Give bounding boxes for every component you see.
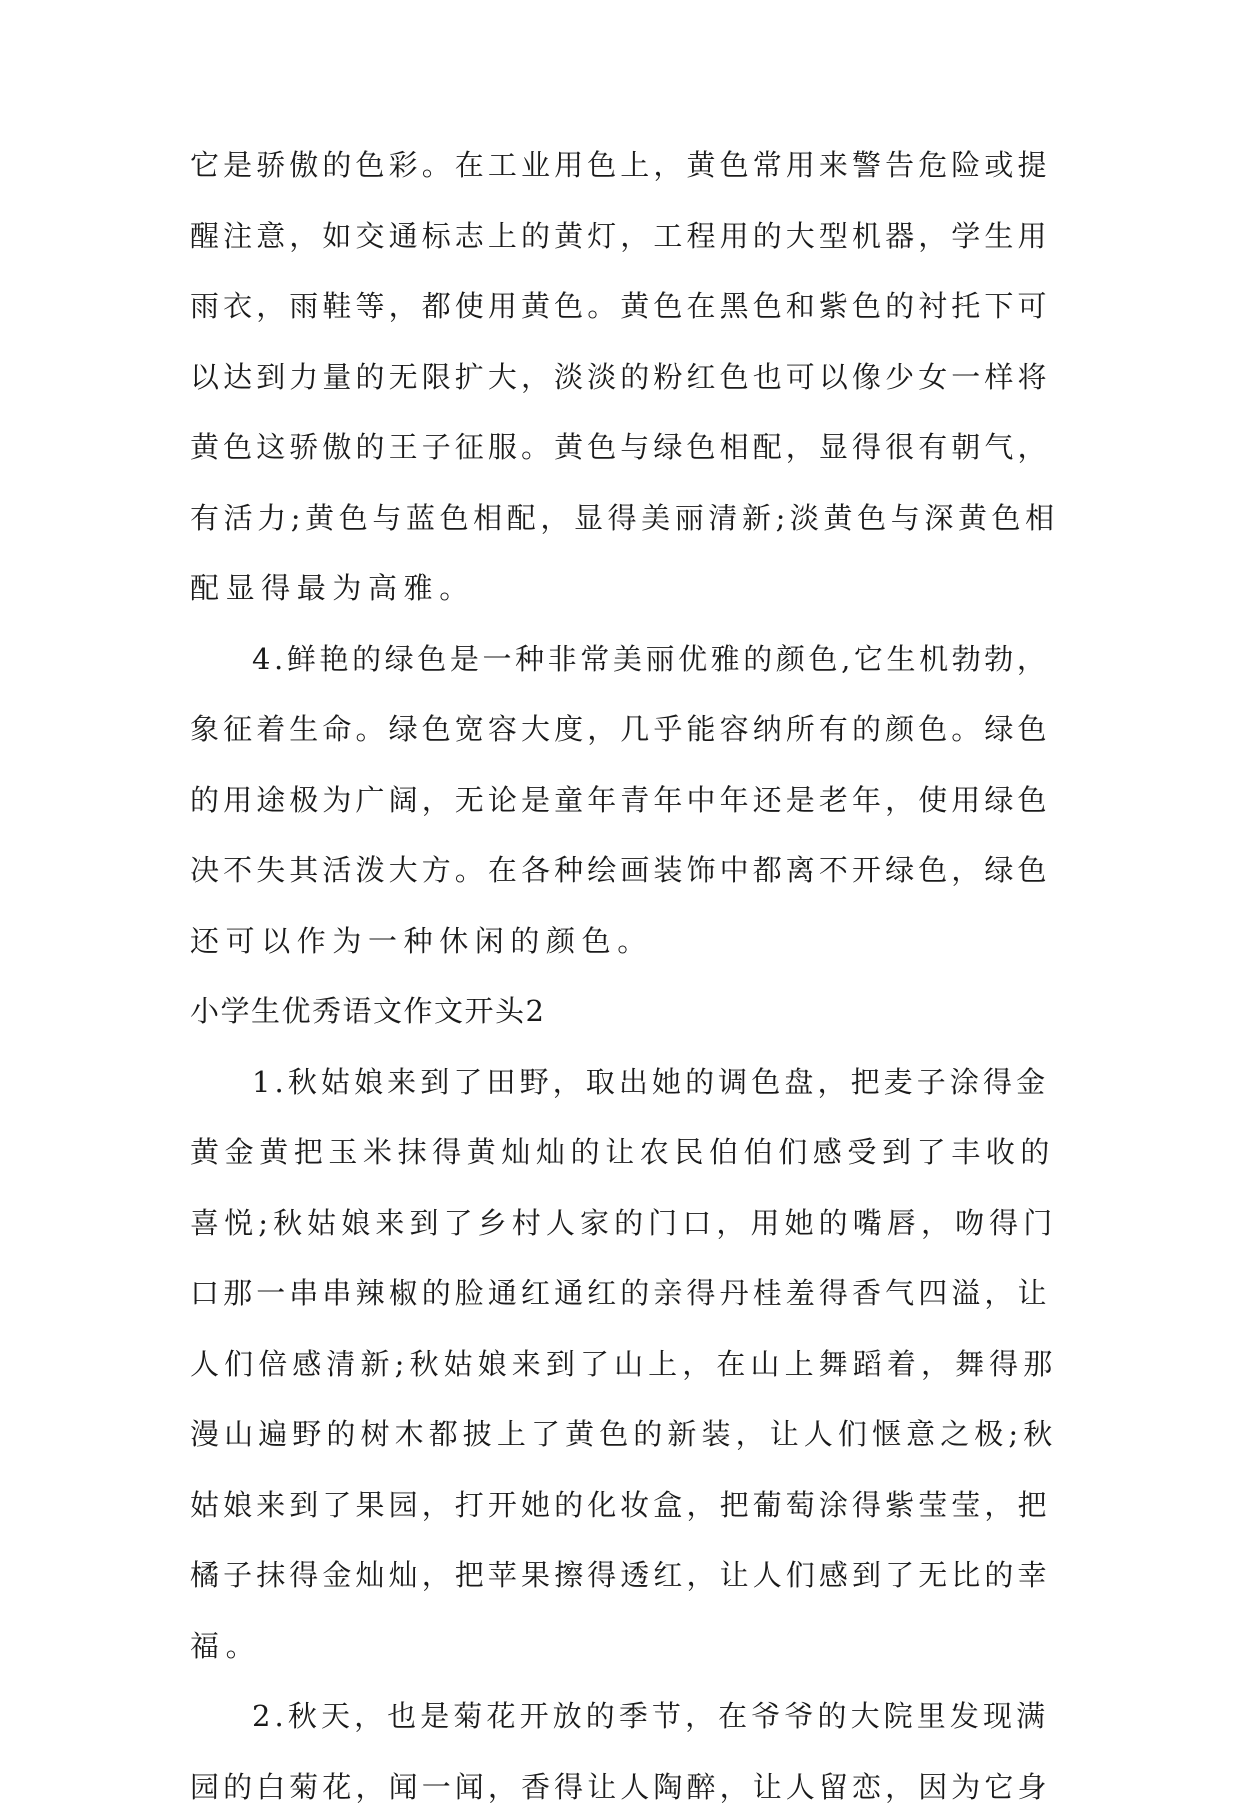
paragraph-first-line — [0, 1694, 1241, 1738]
text-line — [0, 1765, 1241, 1809]
text-line — [0, 1553, 1241, 1597]
line-text: 还可以作为一种休闲的颜色。 — [190, 923, 653, 958]
paragraph-first-line — [0, 637, 1241, 681]
line-text: 雨衣，雨鞋等，都使用黄色。黄色在黑色和紫色的衬托下可 — [190, 289, 1051, 323]
line-text: 1.秋姑娘来到了田野，取出她的调色盘，把麦子涂得金 — [252, 1064, 1050, 1099]
line-text: 2.秋天，也是菊花开放的季节，在爷爷的大院里发现满 — [252, 1699, 1050, 1733]
line-text: 象征着生命。绿色宽容大度，几乎能容纳所有的颜色。绿色 — [190, 712, 1051, 746]
line-text: 喜悦;秋姑娘来到了乡村人家的门口，用她的嘴唇，吻得门 — [190, 1205, 1058, 1240]
line-text: 园的白菊花，闻一闻，香得让人陶醉，让人留恋，因为它身 — [190, 1769, 1051, 1804]
text-line — [0, 566, 1241, 610]
line-text: 黄金黄把玉米抹得黄灿灿的让农民伯伯们感受到了丰收的 — [190, 1135, 1056, 1169]
text-line — [0, 1483, 1241, 1527]
text-line — [0, 143, 1241, 187]
line-text: 它是骄傲的色彩。在工业用色上，黄色常用来警告危险或提 — [190, 148, 1051, 182]
line-text: 漫山遍野的树木都披上了黄色的新装，让人们惬意之极;秋 — [190, 1417, 1058, 1451]
line-text: 人们倍感清新;秋姑娘来到了山上，在山上舞蹈着，舞得那 — [190, 1346, 1058, 1381]
text-line — [0, 1342, 1241, 1386]
line-text: 姑娘来到了果园，打开她的化妆盒，把葡萄涂得紫莹莹，把 — [190, 1487, 1051, 1522]
line-text: 醒注意，如交通标志上的黄灯，工程用的大型机器，学生用 — [190, 218, 1051, 253]
line-text: 福。 — [190, 1628, 262, 1663]
heading-text: 小学生优秀语文作文开头2 — [190, 994, 546, 1028]
text-line — [0, 496, 1241, 540]
text-line — [0, 848, 1241, 892]
line-text: 黄色这骄傲的王子征服。黄色与绿色相配，显得很有朝气， — [190, 430, 1051, 464]
line-text: 橘子抹得金灿灿，把苹果擦得透红，让人们感到了无比的幸 — [190, 1558, 1051, 1592]
text-line — [0, 1271, 1241, 1315]
line-text: 口那一串串辣椒的脸通红通红的亲得丹桂羞得香气四溢，让 — [190, 1276, 1051, 1310]
line-text: 的用途极为广阔，无论是童年青年中年还是老年，使用绿色 — [190, 782, 1051, 817]
line-text: 以达到力量的无限扩大，淡淡的粉红色也可以像少女一样将 — [190, 359, 1051, 394]
line-text: 有活力;黄色与蓝色相配，显得美丽清新;淡黄色与深黄色相 — [190, 500, 1059, 535]
line-text: 配显得最为高雅。 — [190, 571, 475, 605]
text-line — [0, 425, 1241, 469]
text-line — [0, 707, 1241, 751]
line-text: 决不失其活泼大方。在各种绘画装饰中都离不开绿色，绿色 — [190, 853, 1051, 887]
text-line — [0, 214, 1241, 258]
text-line — [0, 1624, 1241, 1668]
text-line — [0, 778, 1241, 822]
section-heading — [0, 989, 1241, 1033]
text-line — [0, 919, 1241, 963]
text-line — [0, 355, 1241, 399]
paragraph-first-line — [0, 1060, 1241, 1104]
text-line — [0, 284, 1241, 328]
text-line — [0, 1201, 1241, 1245]
line-text: 4.鲜艳的绿色是一种非常美丽优雅的颜色,它生机勃勃， — [252, 641, 1050, 676]
text-line — [0, 1130, 1241, 1174]
text-line — [0, 1412, 1241, 1456]
